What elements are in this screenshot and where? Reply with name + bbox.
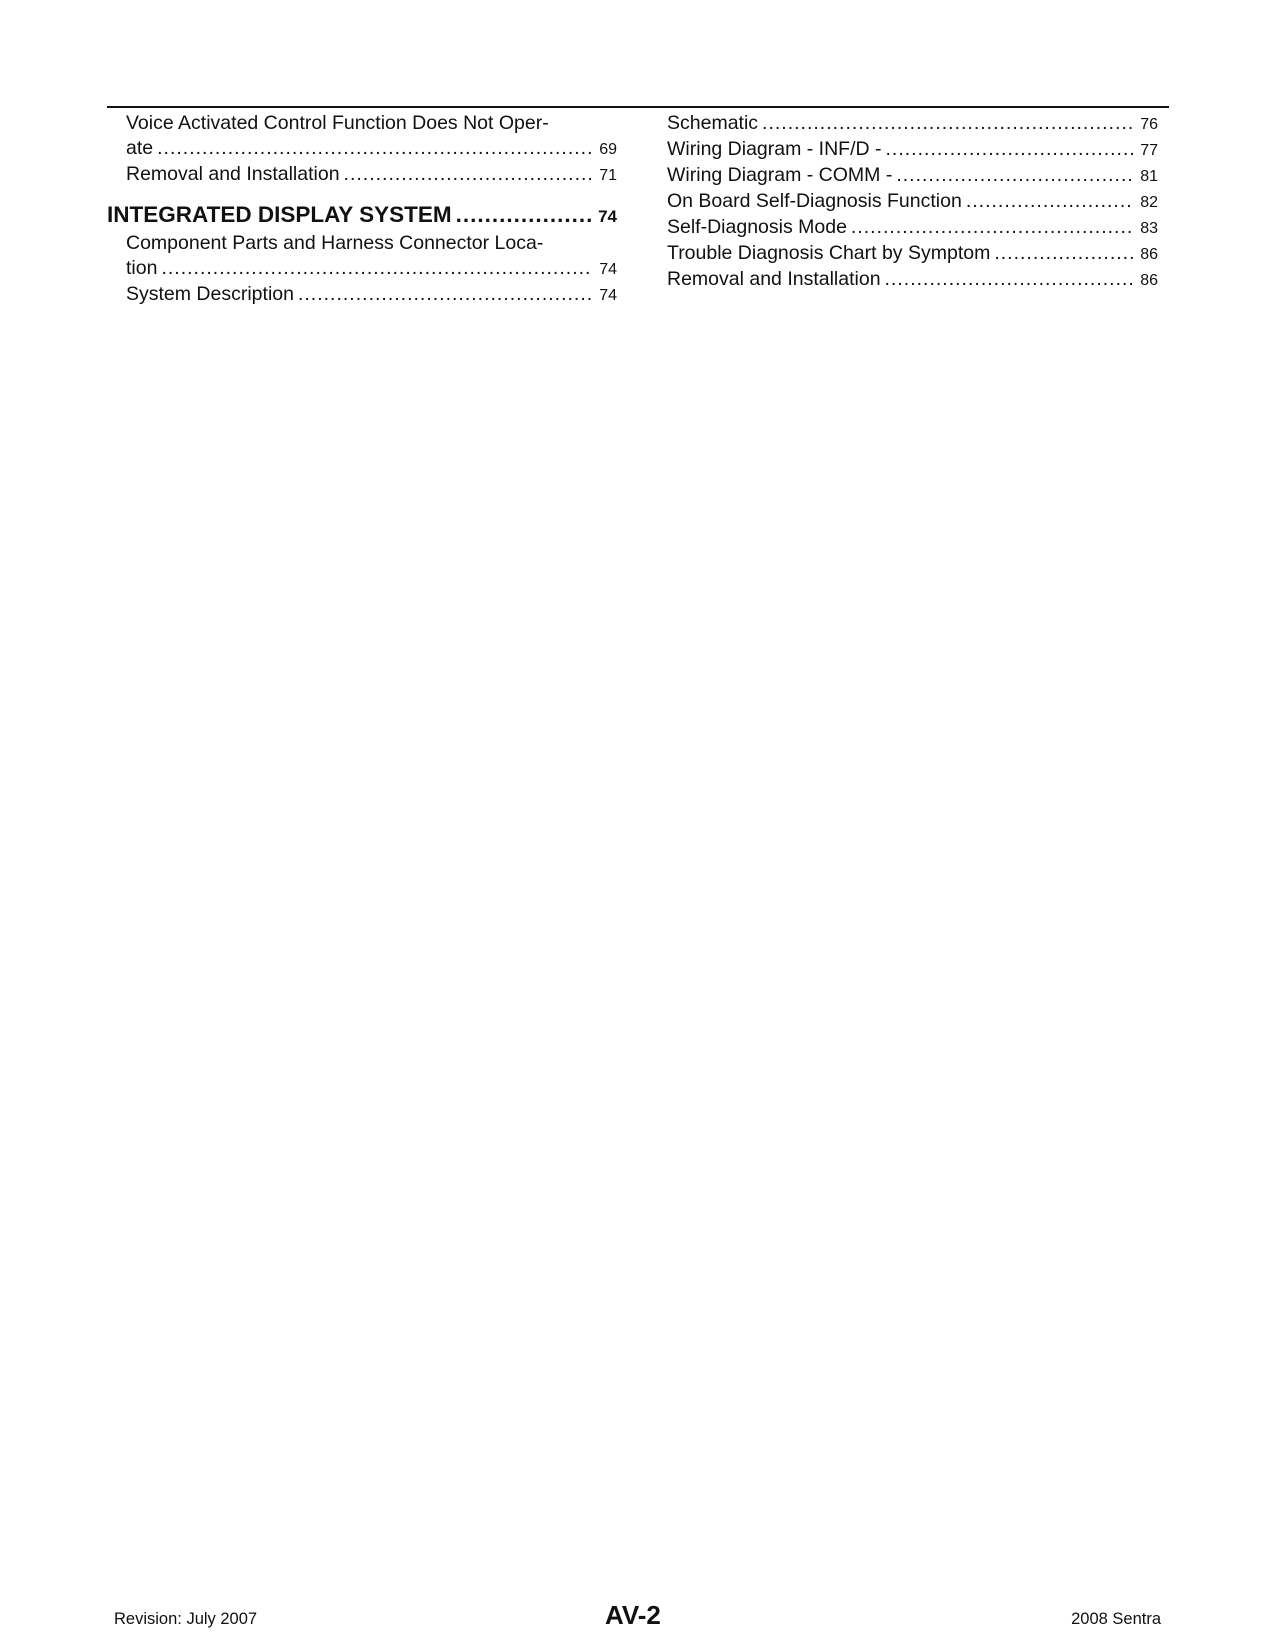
dot-leader <box>851 215 1134 240</box>
footer-model: 2008 Sentra <box>1071 1610 1161 1628</box>
footer-page-id: AV-2 <box>605 1600 661 1630</box>
toc-entry-title: Removal and Installation <box>126 163 340 185</box>
dot-leader <box>157 136 593 161</box>
toc-entry-title: Removal and Installation <box>667 268 881 290</box>
dot-leader <box>994 241 1134 266</box>
toc-entry-title: Self-Diagnosis Mode <box>667 216 847 238</box>
toc-entry-wiring-diagram-infd[interactable] <box>667 137 1158 163</box>
toc-entry-on-board-self-diagnosis[interactable] <box>667 189 1158 215</box>
dot-leader <box>896 163 1134 188</box>
toc-page-number: 74 <box>598 207 617 226</box>
toc-page-number: 77 <box>1140 142 1158 159</box>
dot-leader <box>344 162 593 187</box>
toc-page-number: 76 <box>1140 116 1158 133</box>
toc-left-column <box>107 111 617 308</box>
dot-leader <box>161 256 593 281</box>
dot-leader <box>885 267 1134 292</box>
toc-section-integrated-display[interactable] <box>107 201 617 231</box>
toc-entry-trouble-diagnosis-chart[interactable] <box>667 241 1158 267</box>
toc-page-number: 81 <box>1140 168 1158 185</box>
toc-entry-title: On Board Self-Diagnosis Function <box>667 190 962 212</box>
toc-entry-title: Schematic <box>667 112 759 134</box>
toc-entry-system-description[interactable] <box>107 282 617 308</box>
toc-entry-title-line2: tion <box>126 257 158 279</box>
toc-entry-title-line2: ate <box>126 137 154 159</box>
toc-page-number: 86 <box>1140 272 1158 289</box>
top-rule <box>107 106 1169 108</box>
toc-page-number: 74 <box>599 287 617 304</box>
toc-entry-title-line1: Component Parts and Harness Connector Loca- <box>126 232 544 254</box>
toc-entry-component-parts[interactable] <box>107 231 617 282</box>
dot-leader <box>886 137 1134 162</box>
toc-entry-wiring-diagram-comm[interactable] <box>667 163 1158 189</box>
toc-page-number: 69 <box>599 141 617 158</box>
toc-entry-title: Wiring Diagram - INF/D - <box>667 138 882 160</box>
toc-entry-title-line1: Voice Activated Control Function Does Not Oper- <box>126 112 549 134</box>
toc-page-number: 82 <box>1140 194 1158 211</box>
toc-entry-title: System Description <box>126 283 294 305</box>
toc-entry-removal-installation[interactable] <box>107 162 617 188</box>
toc-section-title: INTEGRATED DISPLAY SYSTEM <box>107 202 452 227</box>
dot-leader <box>762 111 1134 136</box>
toc-page-number: 83 <box>1140 220 1158 237</box>
footer-revision: Revision: July 2007 <box>114 1610 258 1628</box>
toc-entry-removal-installation-2[interactable] <box>667 267 1158 293</box>
dot-leader <box>966 189 1134 214</box>
toc-page-number: 86 <box>1140 246 1158 263</box>
toc-entry-schematic[interactable] <box>667 111 1158 137</box>
dot-leader <box>456 201 593 229</box>
toc-page-number: 71 <box>599 167 617 184</box>
dot-leader <box>298 282 593 307</box>
toc-entry-title: Trouble Diagnosis Chart by Symptom <box>667 242 991 264</box>
toc-entry-title: Wiring Diagram - COMM - <box>667 164 893 186</box>
toc-right-column <box>667 111 1158 293</box>
toc-entry-self-diagnosis-mode[interactable] <box>667 215 1158 241</box>
toc-entry-voice-activated[interactable] <box>107 111 617 162</box>
toc-page-number: 74 <box>599 261 617 278</box>
